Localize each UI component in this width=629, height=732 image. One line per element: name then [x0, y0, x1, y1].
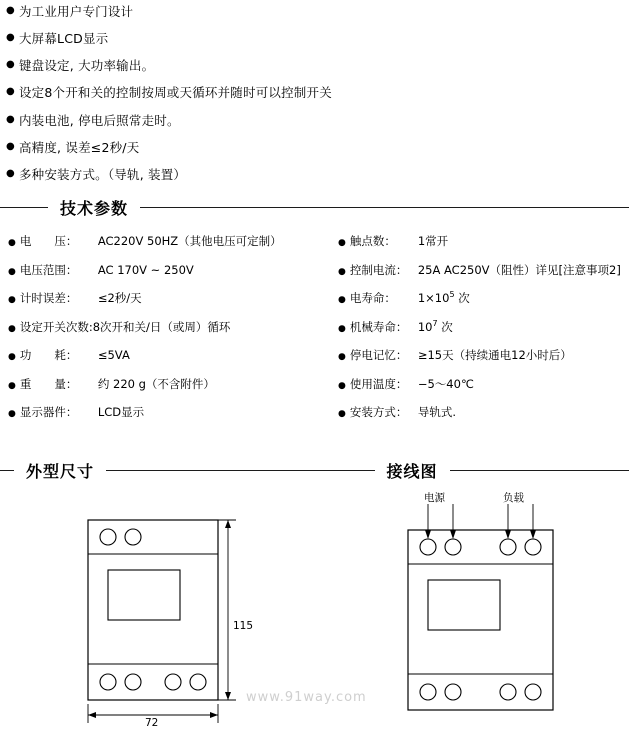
bullet-icon: ● [8, 295, 16, 305]
spec-value: :8次开和关/日（或周）循环 [89, 319, 338, 335]
bullet-icon: ● [6, 167, 15, 182]
list-item [6, 167, 629, 183]
terminal-hole [100, 529, 116, 545]
spec-value: 25A AC250V（阻性）详见[注意事项2] [418, 262, 623, 278]
terminal-hole [445, 684, 461, 700]
bullet-icon: ● [6, 58, 15, 73]
spec-column-right [338, 233, 623, 433]
section-title: 接线图 [375, 459, 450, 482]
bullet-icon: ● [6, 113, 15, 128]
spec-label: 设定开关次数 [20, 319, 89, 335]
spec-row [8, 290, 338, 306]
terminal-hole [125, 674, 141, 690]
terminal-hole [525, 684, 541, 700]
lcd-display-window [428, 580, 500, 630]
spec-value-tail: 次 [455, 291, 470, 305]
spec-label: 停电记忆： [350, 347, 418, 363]
list-item [6, 58, 629, 74]
feature-text: 内装电池, 停电后照常走时。 [19, 113, 629, 129]
spec-label: 显示器件： [20, 404, 98, 420]
bullet-icon: ● [338, 238, 346, 248]
spec-value-tail: 次 [438, 320, 453, 334]
feature-list [0, 0, 629, 182]
spec-row [338, 404, 623, 420]
bullet-icon: ● [338, 324, 346, 334]
spec-row [8, 319, 338, 335]
terminal-hole [125, 529, 141, 545]
spec-value: AC 170V ~ 250V [98, 263, 338, 277]
spec-label: 电寿命： [350, 290, 418, 306]
bullet-icon: ● [338, 409, 346, 419]
bullet-icon: ● [6, 85, 15, 100]
spec-column-left [8, 233, 338, 433]
spec-label: 重 量： [20, 376, 98, 392]
terminal-hole [525, 539, 541, 555]
bullet-icon: ● [8, 324, 16, 334]
bullet-icon: ● [8, 381, 16, 391]
bullet-icon: ● [6, 4, 15, 19]
height-dimension-label: 115 [233, 620, 253, 632]
spec-superscript: 5 [449, 291, 454, 300]
bullet-icon: ● [338, 295, 346, 305]
bullet-icon: ● [8, 409, 16, 419]
spec-label: 电压范围： [20, 262, 98, 278]
feature-text: 为工业用户专门设计 [19, 4, 629, 20]
bullet-icon: ● [6, 31, 15, 46]
spec-row [338, 376, 623, 392]
spec-value: LCD显示 [98, 404, 338, 420]
rule-left [315, 470, 375, 471]
terminal-hole [420, 684, 436, 700]
spec-value: AC220V 50HZ（其他电压可定制） [98, 233, 338, 249]
spec-label: 触点数： [350, 233, 418, 249]
arrow-head [210, 712, 218, 718]
rule-right [450, 470, 629, 471]
spec-label: 控制电流： [350, 262, 418, 278]
spec-value: 10 [418, 320, 433, 334]
list-item [6, 113, 629, 129]
power-label: 电源 [424, 490, 445, 505]
spec-label: 计时误差： [20, 290, 98, 306]
load-label: 负载 [503, 490, 524, 505]
spec-label: 安装方式： [350, 404, 418, 420]
spec-value: 1常开 [418, 233, 623, 249]
terminal-hole [100, 674, 116, 690]
arrow-head [225, 692, 231, 700]
spec-row [8, 404, 338, 420]
spec-row [338, 347, 623, 363]
bullet-icon: ● [338, 267, 346, 277]
list-item [6, 4, 629, 20]
bullet-icon: ● [8, 352, 16, 362]
dimensions-section-header [0, 459, 315, 482]
spec-value: ≥15天（持续通电12小时后） [418, 347, 623, 363]
spec-value: 1×10 [418, 291, 450, 305]
spec-value: 约 220 g（不含附件） [98, 376, 338, 392]
spec-table [0, 233, 629, 433]
rule-right [140, 207, 629, 208]
watermark: www.91way.com [246, 690, 367, 705]
bullet-icon: ● [338, 381, 346, 391]
spec-row [338, 262, 623, 278]
section-title: 技术参数 [48, 196, 140, 219]
rule-right [106, 470, 314, 471]
arrow-head [88, 712, 96, 718]
feature-text: 高精度, 误差≤2秒/天 [19, 140, 629, 156]
section-title: 外型尺寸 [14, 459, 106, 482]
feature-text: 键盘设定, 大功率输出。 [19, 58, 629, 74]
bullet-icon: ● [8, 267, 16, 277]
spec-row [338, 319, 623, 335]
spec-label: 功 耗： [20, 347, 98, 363]
bullet-icon: ● [8, 238, 16, 248]
arrow-head [225, 520, 231, 528]
bullet-icon: ● [338, 352, 346, 362]
spec-value: ≤2秒/天 [98, 290, 338, 306]
specs-section-header [0, 196, 629, 219]
rule-left [0, 207, 48, 208]
spec-label: 机械寿命： [350, 319, 418, 335]
feature-text: 大屏幕LCD显示 [19, 31, 629, 47]
lower-section-headers [0, 459, 629, 482]
feature-text: 多种安装方式。（导轨, 装置） [19, 167, 629, 183]
spec-row [8, 262, 338, 278]
spec-label: 使用温度： [350, 376, 418, 392]
terminal-hole [165, 674, 181, 690]
spec-row [338, 233, 623, 249]
spec-row [338, 290, 623, 306]
spec-label: 电 压： [20, 233, 98, 249]
bullet-icon: ● [6, 140, 15, 155]
terminal-hole [445, 539, 461, 555]
lcd-display-window [108, 570, 180, 620]
spec-value: −5～40℃ [418, 376, 623, 392]
terminal-hole [500, 539, 516, 555]
spec-superscript: 7 [433, 319, 438, 328]
spec-row [8, 376, 338, 392]
list-item [6, 140, 629, 156]
terminal-hole [500, 684, 516, 700]
list-item [6, 31, 629, 47]
list-item [6, 85, 629, 101]
rule-left [0, 470, 14, 471]
spec-row [8, 233, 338, 249]
wiring-section-header [315, 459, 629, 482]
width-dimension-label: 72 [145, 717, 158, 729]
spec-value: 导轨式. [418, 404, 623, 420]
spec-row [8, 347, 338, 363]
terminal-hole [420, 539, 436, 555]
spec-value: ≤5VA [98, 348, 338, 362]
feature-text: 设定8个开和关的控制按周或天循环并随时可以控制开关 [19, 85, 629, 101]
terminal-hole [190, 674, 206, 690]
